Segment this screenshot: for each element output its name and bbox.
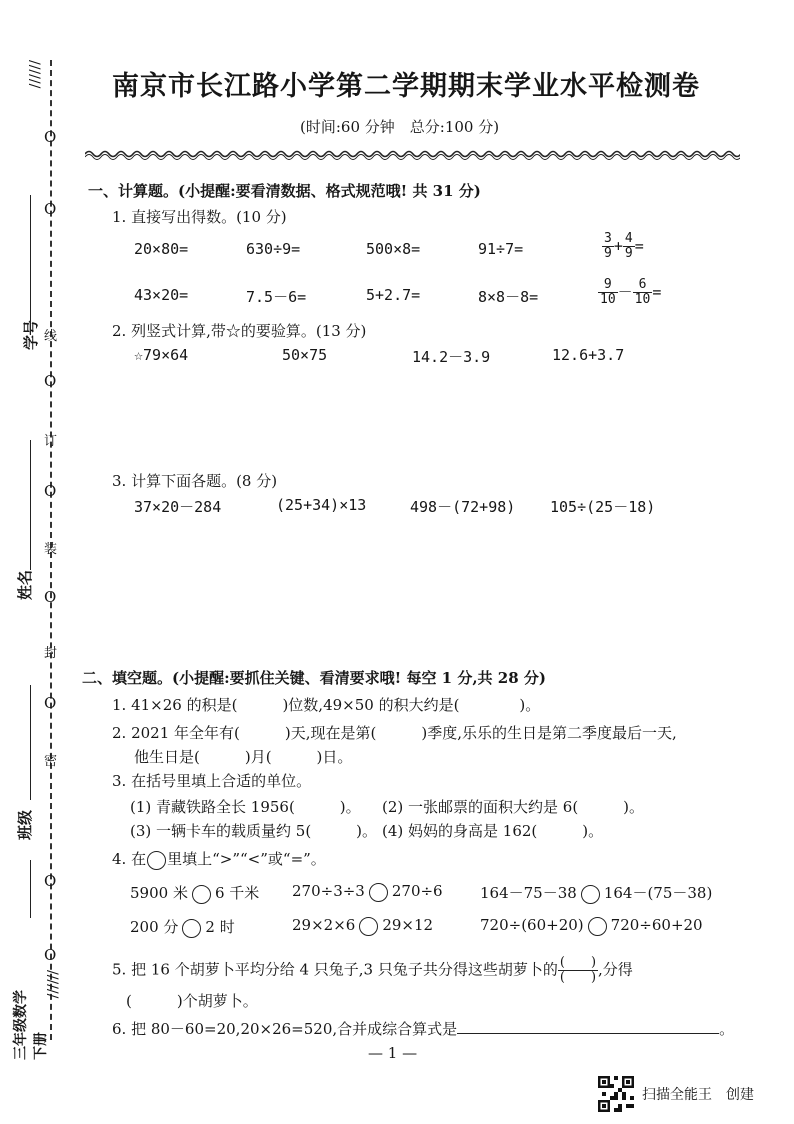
compare-item <box>292 916 433 936</box>
vertical-calc-item: ☆79×64 <box>134 346 189 364</box>
calc-item: 8×8－8= <box>478 288 539 306</box>
fill-q5-line2: ( )个胡萝卜。 <box>126 992 258 1010</box>
fraction-calc-item <box>602 232 644 261</box>
q2-label: 2. 列竖式计算,带☆的要验算。(13 分) <box>112 322 367 340</box>
compare-right: 2 时 <box>205 918 235 936</box>
numerator: 9 <box>598 278 618 293</box>
circle-mark: O <box>44 372 57 390</box>
circle-mark: O <box>44 200 57 218</box>
decorative-wavy-border <box>85 148 740 160</box>
compare-circle-input[interactable] <box>359 917 378 936</box>
binding-mark-feng: 封 <box>44 646 58 661</box>
q3-label: 3. 计算下面各题。(8 分) <box>112 472 278 490</box>
circle-mark: O <box>44 482 57 500</box>
circle-mark: O <box>44 694 57 712</box>
compare-item <box>130 916 235 938</box>
vertical-calc-item: 50×75 <box>282 346 328 364</box>
fill-q1: 1. 41×26 的积是( )位数,49×50 的积大约是( )。 <box>112 696 541 714</box>
compare-right: 720÷60+20 <box>610 916 703 934</box>
section1-heading: 一、计算题。(小提醒:要看清数据、格式规范哦! 共 31 分) <box>88 182 481 200</box>
grade-line <box>30 860 31 918</box>
answer-blank[interactable] <box>457 1019 719 1034</box>
calc-item: 500×8= <box>366 240 421 258</box>
compare-left: 164－75－38 <box>480 884 577 902</box>
compare-item <box>480 882 712 904</box>
compare-left: 270÷3÷3 <box>292 882 365 900</box>
numerator: 4 <box>624 231 633 246</box>
compare-item <box>292 882 443 902</box>
compare-left: 5900 米 <box>130 884 188 902</box>
denominator: 9 <box>624 246 633 261</box>
numerator: 3 <box>604 231 612 246</box>
class-label: 班级 <box>16 809 34 840</box>
student-number-label: 学号 <box>22 319 40 350</box>
slash-mark-bottom: ////// <box>44 970 60 999</box>
equals: = <box>634 237 644 255</box>
scanner-watermark: 扫描全能王 创建 <box>642 1087 754 1103</box>
calc-item: 7.5－6= <box>246 288 307 306</box>
mixed-calc-item: 105÷(25－18) <box>550 498 656 516</box>
binding-mark-zhuang: 装 <box>44 542 58 557</box>
compare-right: 270÷6 <box>391 882 443 900</box>
fill-q2-line2: 他生日是( )月( )日。 <box>134 748 353 766</box>
compare-item <box>480 916 703 936</box>
fill-q2-line1: 2. 2021 年全年有( )天,现在是第( )季度,乐乐的生日是第二季度最后一天, <box>112 724 677 742</box>
numerator: 6 <box>633 278 653 293</box>
compare-left: 200 分 <box>130 918 179 936</box>
section2-heading: 二、填空题。(小提醒:要抓住关键、看清要求哦! 每空 1 分,共 28 分) <box>82 669 546 687</box>
equals: = <box>652 283 662 301</box>
denominator: 9 <box>604 246 612 261</box>
fill-q4-label <box>112 848 326 870</box>
operator: － <box>617 283 633 301</box>
denominator: ( ) <box>559 970 597 985</box>
fraction <box>598 278 618 307</box>
q5-text: 5. 把 16 个胡萝卜平均分给 4 只兔子,3 只兔子共分得这些胡萝卜的 <box>112 960 558 979</box>
mixed-calc-item: 37×20－284 <box>134 498 222 516</box>
fraction <box>602 232 614 261</box>
compare-circle-input[interactable] <box>581 885 600 904</box>
binding-mark-ding: 订 <box>44 434 58 449</box>
mixed-calc-item: (25+34)×13 <box>276 496 367 514</box>
denominator: 10 <box>600 292 616 307</box>
page-title: 南京市长江路小学第二学期期末学业水平检测卷 <box>112 71 700 102</box>
answer-fraction[interactable] <box>558 956 598 985</box>
compare-circle-icon <box>147 851 166 870</box>
binding-mark-line: 线 <box>44 329 58 344</box>
compare-circle-input[interactable] <box>369 883 388 902</box>
fill-q6 <box>112 1018 734 1039</box>
q4-label-pre: 4. 在 <box>112 850 147 868</box>
time-score-info: (时间:60 分钟 总分:100 分) <box>300 118 500 136</box>
q1-label: 1. 直接写出得数。(10 分) <box>112 208 287 226</box>
fill-q3-a: (1) 青藏铁路全长 1956( )。 <box>130 798 361 816</box>
fill-q3-b: (2) 一张邮票的面积大约是 6( )。 <box>382 798 645 816</box>
operator: + <box>613 237 623 255</box>
qr-code-icon <box>598 1076 634 1112</box>
denominator: 10 <box>634 292 651 307</box>
grade-subject-label: 三年级数学下册 <box>13 990 49 1060</box>
calc-item: 91÷7= <box>478 240 524 258</box>
circle-mark: O <box>44 872 57 890</box>
compare-right: 29×12 <box>382 916 434 934</box>
fraction <box>633 278 653 307</box>
fraction-calc-item <box>598 278 661 307</box>
compare-right: 6 千米 <box>214 884 260 902</box>
calc-item: 630÷9= <box>246 240 301 258</box>
mixed-calc-item: 498－(72+98) <box>410 498 516 516</box>
q5-text-post: ,分得 <box>598 960 633 979</box>
binding-margin <box>13 60 80 1060</box>
circle-mark: O <box>44 588 57 606</box>
slash-mark-top: ////// <box>26 60 42 89</box>
class-line <box>30 685 31 800</box>
compare-left: 29×2×6 <box>292 916 356 934</box>
circle-mark: O <box>44 946 57 964</box>
binding-mark-mi: 密 <box>44 754 58 769</box>
q6-period: 。 <box>719 1020 735 1038</box>
compare-circle-input[interactable] <box>182 919 201 938</box>
fill-q3-c: (3) 一辆卡车的载质量约 5( )。 <box>130 822 378 840</box>
fill-q3-d: (4) 妈妈的身高是 162( )。 <box>382 822 604 840</box>
compare-item <box>130 882 259 904</box>
compare-circle-input[interactable] <box>192 885 211 904</box>
circle-mark: O <box>44 128 57 146</box>
name-label: 姓名 <box>16 569 34 600</box>
fill-q5-line1 <box>112 956 633 985</box>
calc-item: 5+2.7= <box>366 286 421 304</box>
numerator: ( ) <box>559 955 597 970</box>
calc-item: 20×80= <box>134 240 189 258</box>
student-number-line <box>30 195 31 335</box>
q6-text: 6. 把 80－60=20,20×26=520,合并成综合算式是 <box>112 1020 458 1038</box>
page-number: — 1 — <box>368 1044 418 1062</box>
calc-item: 43×20= <box>134 286 189 304</box>
compare-right: 164－(75－38) <box>603 884 713 902</box>
name-line <box>30 440 31 570</box>
compare-left: 720÷(60+20) <box>480 916 584 934</box>
compare-circle-input[interactable] <box>588 917 607 936</box>
q4-label-post: 里填上“>”“<”或“=”。 <box>167 850 326 868</box>
vertical-calc-item: 12.6+3.7 <box>552 346 625 364</box>
vertical-calc-item: 14.2－3.9 <box>412 348 491 366</box>
fraction <box>623 232 635 261</box>
fill-q3-label: 3. 在括号里填上合适的单位。 <box>112 772 312 790</box>
